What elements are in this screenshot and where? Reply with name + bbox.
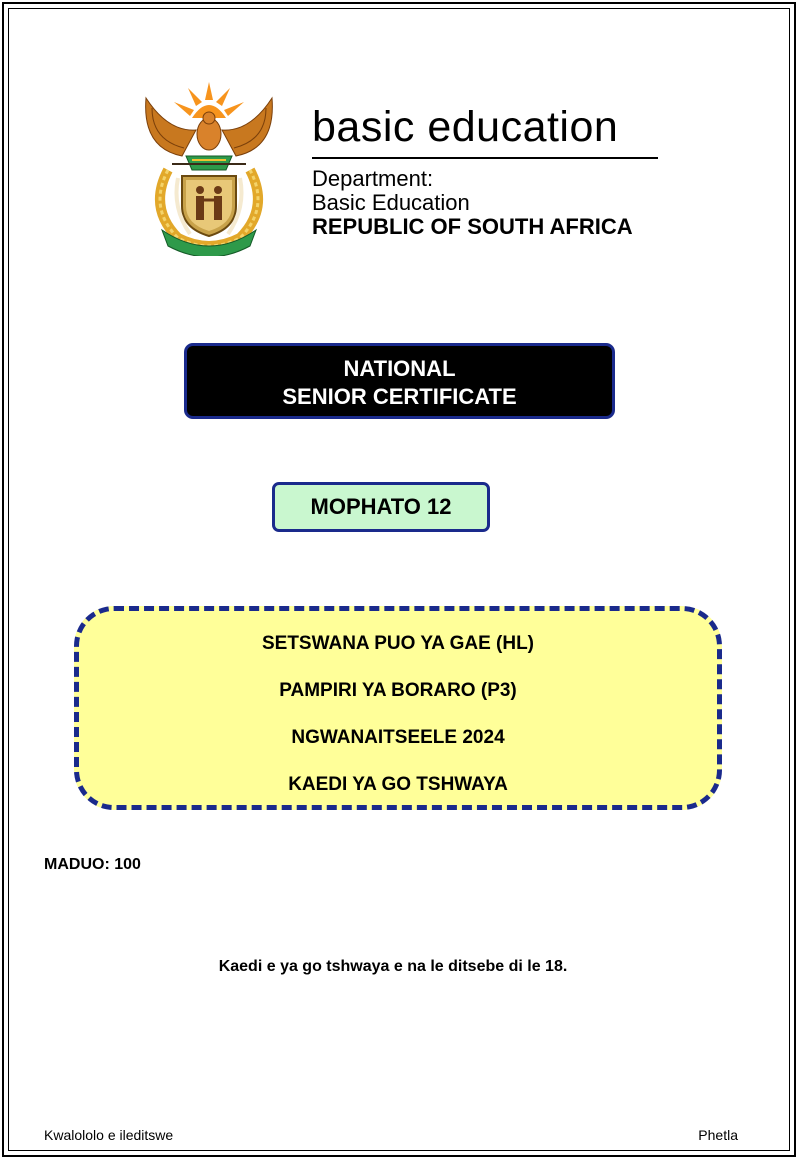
country-name: REPUBLIC OF SOUTH AFRICA [312,214,633,239]
certificate-line-2: SENIOR CERTIFICATE [282,384,517,409]
certificate-line-1: NATIONAL [343,356,456,381]
page-count-note: Kaedi e ya go tshwaya e na le ditsebe di le 18. [218,958,568,975]
grade-badge: MOPHATO 12 [272,482,490,532]
department-label: Department: [312,166,434,191]
total-marks: MADUO: 100 [44,856,141,873]
subject-language: SETSWANA PUO YA GAE (HL) [261,633,534,654]
certificate-banner [184,343,615,419]
subject-panel [74,606,722,810]
footer-copyright: Kwalololo e ileditswe [44,1127,174,1143]
subject-session: NGWANAITSEELE 2024 [291,727,505,748]
subject-document-type: KAEDI YA GO TSHWAYA [288,774,508,795]
footer-turn-over: Phetla [698,1127,738,1143]
brand-divider [312,157,658,159]
subject-paper: PAMPIRI YA BORARO (P3) [279,680,517,701]
brand-title: basic education [312,103,619,151]
coat-of-arms-logo [138,78,280,256]
department-name: Basic Education [312,190,470,215]
